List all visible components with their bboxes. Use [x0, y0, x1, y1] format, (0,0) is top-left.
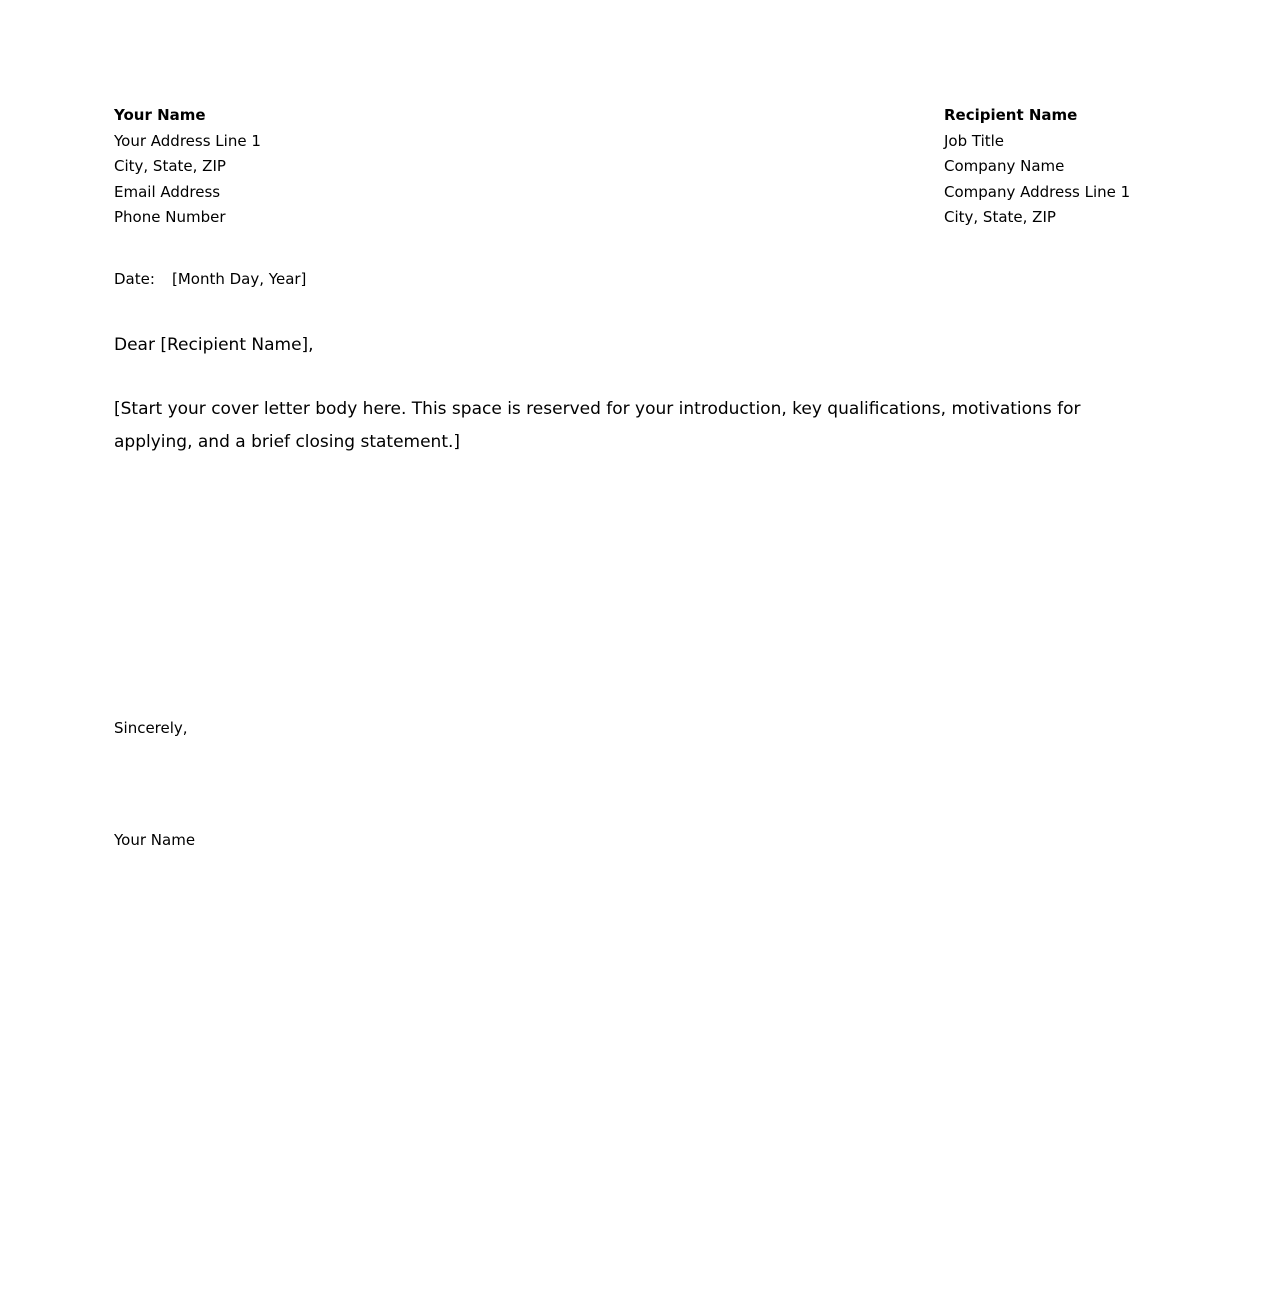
recipient-job-title: Job Title — [944, 131, 1005, 150]
date-row — [114, 268, 306, 290]
recipient-company: Company Name — [944, 157, 1065, 175]
sender-phone: Phone Number — [114, 208, 226, 226]
letter-body: [Start your cover letter body here. This space is reserved for your introduction, key qualifications, motivations for applying, and a brief closing statement.] — [114, 399, 1081, 452]
recipient-city-state-zip: City, State, ZIP — [944, 208, 1056, 226]
closing: Sincerely, — [114, 719, 188, 737]
sender-block — [114, 103, 261, 231]
sender-address-line: Your Address Line 1 — [114, 131, 261, 150]
sender-city-state-zip: City, State, ZIP — [114, 157, 226, 175]
salutation: Dear [Recipient Name], — [114, 335, 314, 355]
sender-name: Your Name — [114, 106, 206, 124]
recipient-name: Recipient Name — [944, 106, 1078, 124]
date-label: Date: — [114, 270, 155, 288]
date-value: [Month Day, Year] — [172, 270, 307, 288]
recipient-block — [944, 103, 1130, 231]
signature-name: Your Name — [114, 831, 196, 849]
recipient-address-line: Company Address Line 1 — [944, 182, 1131, 201]
sender-email: Email Address — [114, 182, 221, 201]
